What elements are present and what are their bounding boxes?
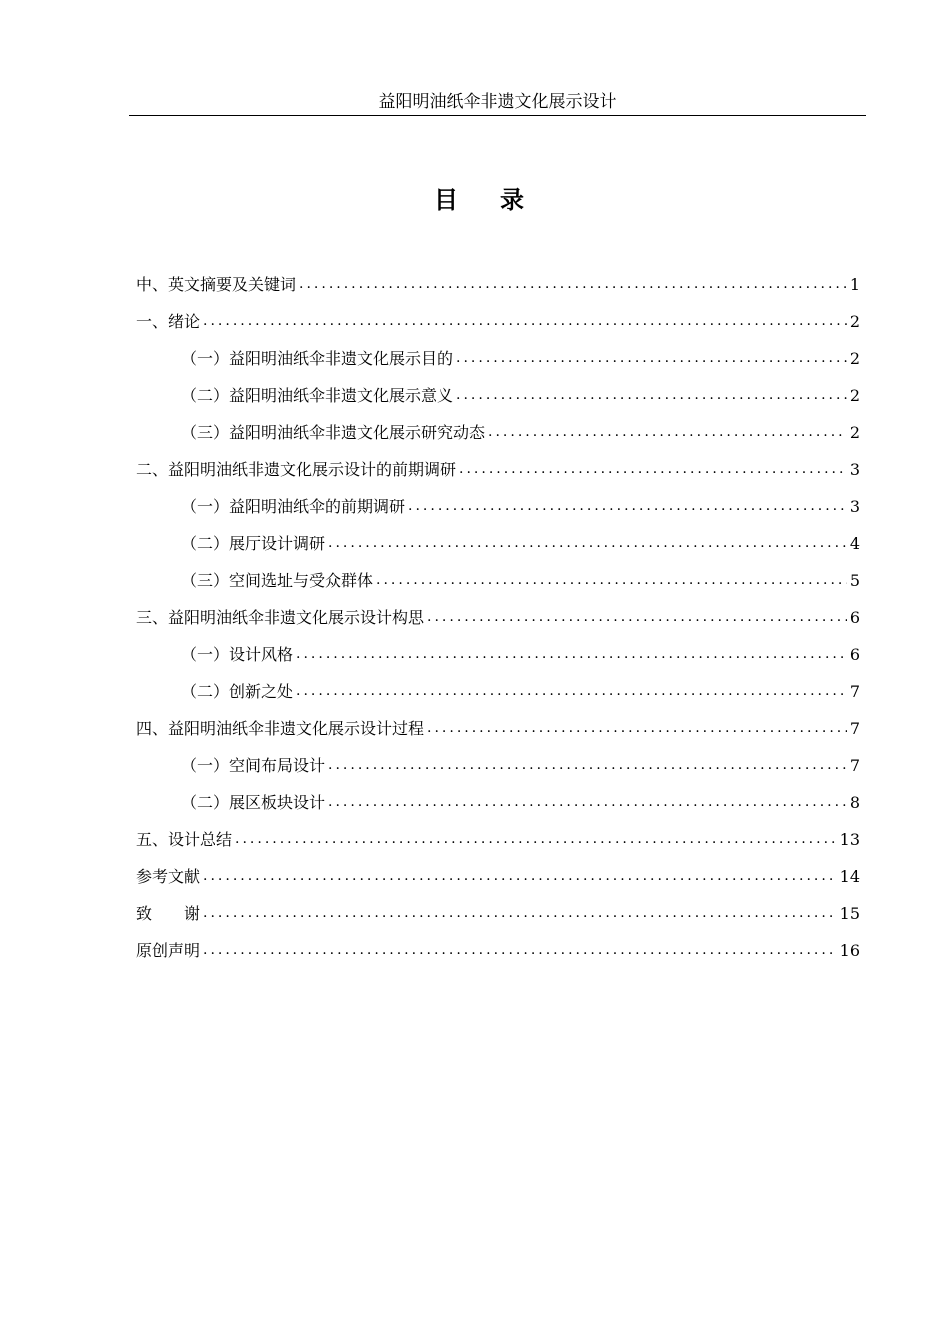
toc-entry-page-number: 7 bbox=[849, 719, 860, 738]
toc-dot-leader bbox=[328, 784, 847, 821]
toc-entry-label: 五、设计总结 bbox=[136, 830, 233, 849]
toc-entry-page-number: 6 bbox=[849, 608, 860, 627]
toc-entry-label: 二、益阳明油纸非遗文化展示设计的前期调研 bbox=[136, 460, 457, 479]
toc-dot-leader bbox=[328, 525, 847, 562]
toc-entry-label: 一、绪论 bbox=[136, 312, 201, 331]
toc-entry-label: （二）展区板块设计 bbox=[181, 793, 326, 812]
toc-entry-label: 致 谢 bbox=[136, 904, 201, 923]
toc-entry-label: 中、英文摘要及关键词 bbox=[136, 275, 297, 294]
toc-dot-leader bbox=[456, 377, 847, 414]
toc-entry-label: 参考文献 bbox=[136, 867, 201, 886]
toc-entry[interactable] bbox=[136, 895, 860, 932]
toc-dot-leader bbox=[456, 340, 847, 377]
toc-entry-page-number: 5 bbox=[849, 571, 860, 590]
toc-entry-page-number: 2 bbox=[849, 349, 860, 368]
toc-entry-page-number: 2 bbox=[849, 312, 860, 331]
toc-entry[interactable] bbox=[136, 525, 860, 562]
toc-entry-label: （一）益阳明油纸伞非遗文化展示目的 bbox=[181, 349, 454, 368]
toc-entry-label: 三、益阳明油纸伞非遗文化展示设计构思 bbox=[136, 608, 425, 627]
toc-dot-leader bbox=[376, 562, 847, 599]
toc-dot-leader bbox=[408, 488, 847, 525]
toc-entry-label: （一）设计风格 bbox=[181, 645, 294, 664]
toc-entry[interactable] bbox=[136, 266, 860, 303]
toc-entry-label: （二）展厅设计调研 bbox=[181, 534, 326, 553]
toc-dot-leader bbox=[203, 858, 837, 895]
toc-entry-page-number: 1 bbox=[849, 275, 860, 294]
toc-entry[interactable] bbox=[136, 414, 860, 451]
toc-entry-page-number: 2 bbox=[849, 423, 860, 442]
toc-entry-label: 原创声明 bbox=[136, 941, 201, 960]
toc-entry-page-number: 15 bbox=[839, 904, 860, 923]
page-title: 目录 bbox=[434, 185, 566, 214]
toc-entry[interactable] bbox=[136, 821, 860, 858]
toc-dot-leader bbox=[328, 747, 847, 784]
toc-entry-page-number: 14 bbox=[839, 867, 860, 886]
toc-entry-label: （三）益阳明油纸伞非遗文化展示研究动态 bbox=[181, 423, 486, 442]
toc-entry[interactable] bbox=[136, 562, 860, 599]
toc-dot-leader bbox=[203, 895, 837, 932]
toc-entry-page-number: 7 bbox=[849, 756, 860, 775]
toc-entry-page-number: 2 bbox=[849, 386, 860, 405]
toc-dot-leader bbox=[427, 710, 847, 747]
toc-dot-leader bbox=[488, 414, 847, 451]
toc-entry-label: （一）益阳明油纸伞的前期调研 bbox=[181, 497, 406, 516]
toc-entry[interactable] bbox=[136, 377, 860, 414]
toc-entry[interactable] bbox=[136, 636, 860, 673]
toc-entry-page-number: 3 bbox=[849, 497, 860, 516]
toc-entry-page-number: 13 bbox=[839, 830, 860, 849]
toc-dot-leader bbox=[299, 266, 847, 303]
toc-entry-page-number: 16 bbox=[839, 941, 860, 960]
running-header: 益阳明油纸伞非遗文化展示设计 bbox=[378, 92, 617, 112]
toc-entry[interactable] bbox=[136, 488, 860, 525]
toc-entry[interactable] bbox=[136, 599, 860, 636]
toc-entry-page-number: 4 bbox=[849, 534, 860, 553]
toc-entry-label: （二）益阳明油纸伞非遗文化展示意义 bbox=[181, 386, 454, 405]
toc-entry-page-number: 7 bbox=[849, 682, 860, 701]
toc-entry[interactable] bbox=[136, 710, 860, 747]
toc-dot-leader bbox=[203, 303, 847, 340]
toc-entry-label: （一）空间布局设计 bbox=[181, 756, 326, 775]
toc-entry[interactable] bbox=[136, 784, 860, 821]
toc-entry-page-number: 6 bbox=[849, 645, 860, 664]
toc-dot-leader bbox=[235, 821, 837, 858]
toc-entry[interactable] bbox=[136, 747, 860, 784]
toc-entry[interactable] bbox=[136, 340, 860, 377]
toc-entry-page-number: 3 bbox=[849, 460, 860, 479]
toc-dot-leader bbox=[296, 636, 847, 673]
header-divider bbox=[129, 115, 866, 116]
toc-entry-label: （二）创新之处 bbox=[181, 682, 294, 701]
toc-entry[interactable] bbox=[136, 451, 860, 488]
toc-entry[interactable] bbox=[136, 932, 860, 969]
table-of-contents bbox=[136, 266, 860, 969]
toc-dot-leader bbox=[427, 599, 847, 636]
toc-entry-label: 四、益阳明油纸伞非遗文化展示设计过程 bbox=[136, 719, 425, 738]
toc-entry-label: （三）空间选址与受众群体 bbox=[181, 571, 374, 590]
toc-dot-leader bbox=[203, 932, 837, 969]
toc-dot-leader bbox=[459, 451, 847, 488]
toc-dot-leader bbox=[296, 673, 847, 710]
toc-entry[interactable] bbox=[136, 673, 860, 710]
toc-entry-page-number: 8 bbox=[849, 793, 860, 812]
toc-entry[interactable] bbox=[136, 858, 860, 895]
toc-entry[interactable] bbox=[136, 303, 860, 340]
